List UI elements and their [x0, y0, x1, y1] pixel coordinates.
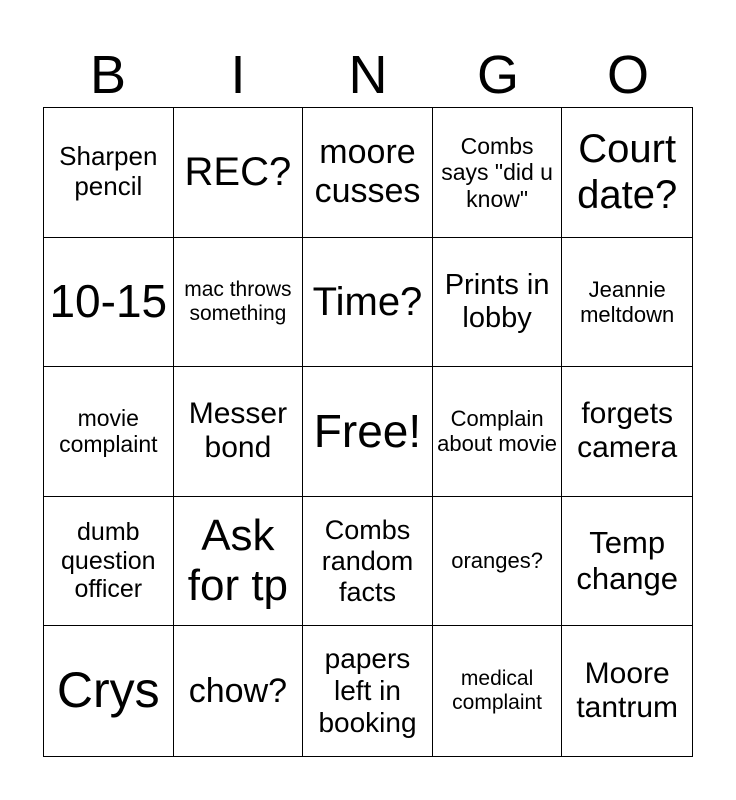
header-letter-n: N: [348, 45, 388, 105]
bingo-cell[interactable]: [562, 367, 692, 497]
header-letter-o: O: [606, 45, 649, 105]
cell-text: dumb question officer: [61, 517, 156, 604]
bingo-header: [43, 46, 693, 104]
bingo-cell[interactable]: [562, 626, 692, 756]
cell-text: forgets camera: [577, 396, 678, 465]
cell-text: moore cusses: [314, 133, 421, 211]
cell-text: Temp change: [576, 525, 679, 597]
bingo-cell[interactable]: [174, 367, 304, 497]
bingo-cell[interactable]: [174, 626, 304, 756]
header-letter-i: I: [230, 45, 246, 105]
cell-text: Combs random facts: [321, 514, 414, 607]
cell-text: oranges?: [451, 548, 543, 574]
header-letter-b: B: [89, 45, 127, 105]
bingo-cell[interactable]: [174, 108, 304, 238]
cell-text: Complain about movie: [437, 406, 558, 457]
cell-text: movie complaint: [59, 405, 158, 458]
bingo-cell[interactable]: [303, 626, 433, 756]
bingo-cell[interactable]: [44, 497, 174, 627]
cell-text: REC?: [184, 150, 292, 195]
cell-text: Crys: [56, 662, 160, 719]
bingo-cell[interactable]: [303, 497, 433, 627]
bingo-cell[interactable]: [303, 108, 433, 238]
bingo-cell[interactable]: [562, 497, 692, 627]
cell-text: Sharpen pencil: [59, 141, 158, 202]
cell-text: Combs says "did u know": [441, 132, 553, 212]
cell-text: mac throws something: [184, 277, 292, 325]
bingo-cell[interactable]: [44, 626, 174, 756]
bingo-cell[interactable]: [433, 238, 563, 368]
cell-text: medical complaint: [452, 667, 543, 715]
header-letter-g: G: [476, 45, 519, 105]
bingo-cell[interactable]: [433, 626, 563, 756]
cell-text: Court date?: [577, 127, 678, 218]
bingo-cell[interactable]: [44, 238, 174, 368]
bingo-cell[interactable]: [433, 367, 563, 497]
cell-text: Ask for tp: [187, 510, 289, 611]
bingo-cell[interactable]: [433, 108, 563, 238]
bingo-cell[interactable]: [174, 497, 304, 627]
cell-text: Messer bond: [188, 396, 288, 465]
bingo-cell[interactable]: [433, 497, 563, 627]
cell-text: chow?: [188, 671, 288, 710]
cell-text: Prints in lobby: [444, 268, 550, 334]
cell-text: papers left in booking: [318, 642, 417, 739]
bingo-cell[interactable]: [303, 238, 433, 368]
cell-text: Time?: [312, 279, 423, 324]
bingo-cell[interactable]: [44, 367, 174, 497]
free-space-cell[interactable]: [303, 367, 433, 497]
cell-text: Moore tantrum: [576, 656, 679, 725]
bingo-cell[interactable]: [562, 108, 692, 238]
cell-text: 10-15: [49, 275, 168, 328]
bingo-cell[interactable]: [174, 238, 304, 368]
bingo-cell[interactable]: [44, 108, 174, 238]
cell-text: Free!: [313, 405, 422, 458]
cell-text: Jeannie meltdown: [580, 276, 675, 327]
bingo-board: [43, 107, 693, 757]
bingo-cell[interactable]: [562, 238, 692, 368]
